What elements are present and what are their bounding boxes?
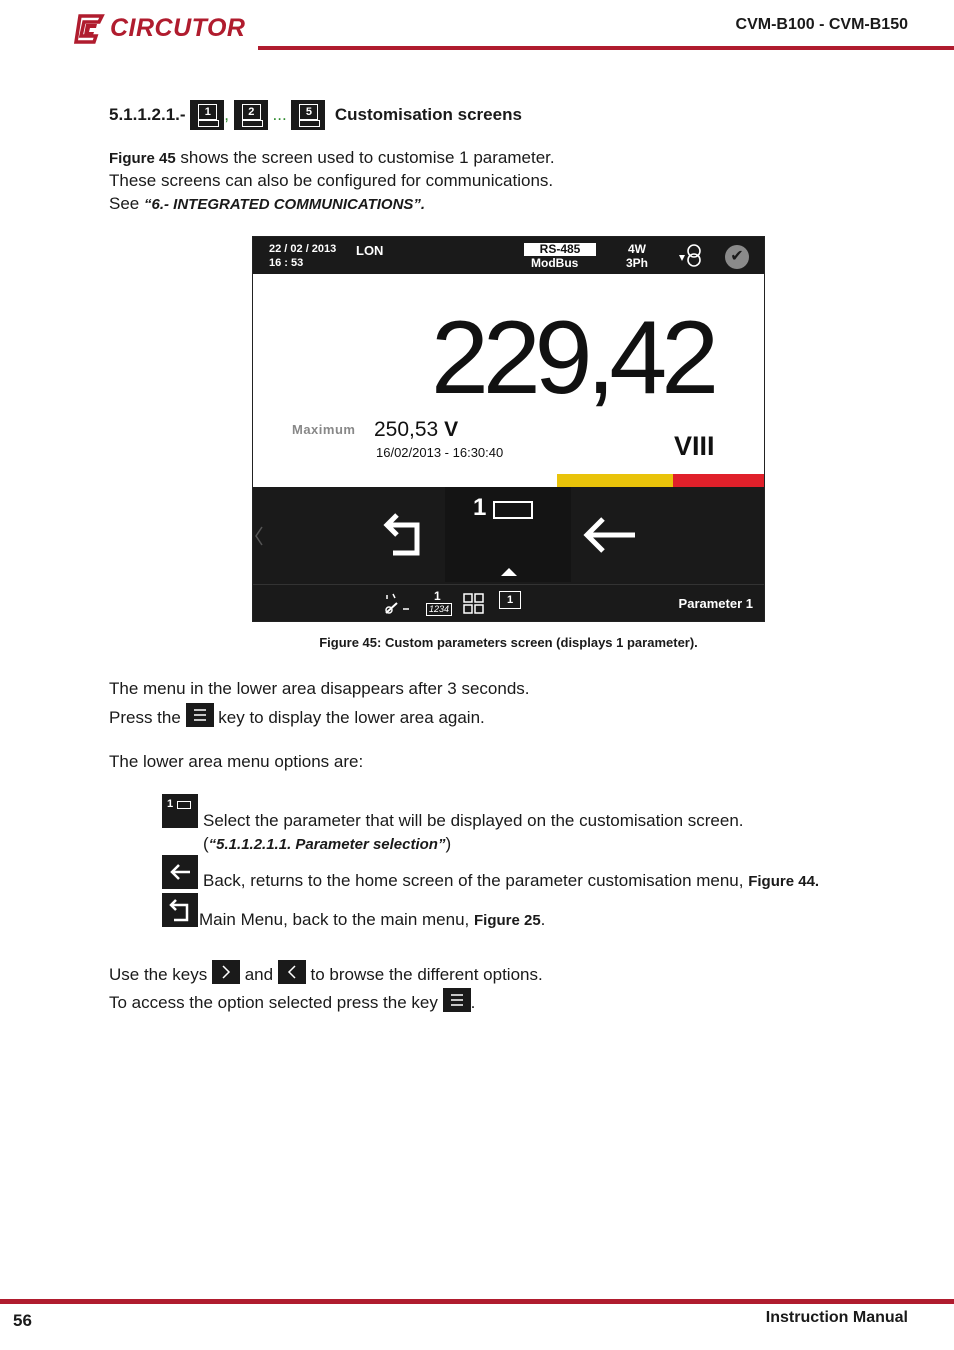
intro-line-1: Figure 45 shows the screen used to customise 1 parameter.: [109, 148, 555, 167]
section-number: 5.1.1.2.1.-: [109, 105, 186, 124]
brand-name: CIRCUTOR: [110, 14, 246, 42]
max-timestamp: 16/02/2013 - 16:30:40: [376, 445, 504, 460]
footer-rule: [0, 1299, 954, 1304]
option-1-ref: (“5.1.1.2.1.1. Parameter selection”): [203, 834, 452, 853]
lower-menu-area: [253, 487, 765, 622]
menu-info-line-3: The lower area menu options are:: [109, 752, 364, 771]
phase-label: VIII: [674, 431, 715, 461]
option-2-text: Back, returns to the home screen of the parameter customisation menu, Figure 44.: [203, 871, 820, 890]
status-bar: [253, 237, 765, 274]
screen-key-2-icon: 2: [234, 100, 268, 130]
browse-line-1: Use the keys and to browse the different options.: [109, 960, 543, 986]
comms-ref: “6.- INTEGRATED COMMUNICATIONS”.: [143, 196, 426, 213]
wire-label: 4W: [628, 242, 646, 256]
level-bar-red: [673, 474, 765, 487]
parameter-count: 1: [473, 494, 487, 521]
header-rule: [258, 46, 954, 50]
model-title: CVM-B100 - CVM-B150: [735, 16, 908, 33]
intro-line-2: These screens can also be configured for communications.: [109, 171, 554, 190]
main-value: 229,42: [431, 300, 714, 416]
phase-config-label: 3Ph: [626, 256, 649, 270]
screen-key-5-icon: 5: [291, 100, 325, 130]
lon-label: LON: [356, 243, 384, 258]
parameter-label: Parameter 1: [678, 596, 753, 611]
menu-info-line-1: The menu in the lower area disappears after 3 seconds.: [109, 679, 530, 698]
modbus-label: ModBus: [531, 256, 579, 270]
max-unit: V: [444, 418, 459, 441]
main-menu-return-icon[interactable]: [381, 509, 431, 559]
back-arrow-icon[interactable]: [583, 515, 637, 555]
circutor-logo: [72, 12, 252, 46]
energy-counter-num: 1: [434, 589, 441, 603]
right-key-icon: [212, 960, 240, 984]
section-title: Customisation screens: [334, 105, 522, 124]
select-parameter-icon: 1: [162, 794, 198, 828]
footer-title: Instruction Manual: [765, 1309, 908, 1326]
level-bar-yellow: [557, 474, 673, 487]
menu-key-icon: [186, 703, 214, 727]
ellipsis: ...: [272, 105, 287, 124]
date: 22 / 02 / 2013: [269, 243, 337, 255]
figure-ref: Figure 45: [109, 150, 176, 167]
left-key-icon: [278, 960, 306, 984]
caret-up-icon: [501, 567, 517, 577]
single-param-icon: [493, 501, 533, 519]
time: 16 : 53: [269, 257, 304, 269]
max-value: 250,53 V: [374, 418, 459, 441]
device-screen: [252, 236, 765, 622]
separator: ,: [224, 105, 230, 124]
screen-key-1-icon: 1: [190, 100, 224, 130]
browse-line-2: To access the option selected press the key .: [109, 988, 475, 1014]
check-icon: ✔: [725, 245, 749, 269]
needle-probe-icon: [383, 591, 411, 617]
menu-key-icon: [443, 988, 471, 1012]
back-arrow-icon: [162, 855, 198, 889]
page-number: 56: [13, 1311, 32, 1330]
menu-info-line-2: Press the key to display the lower area again.: [109, 703, 485, 729]
chevron-left-icon[interactable]: [253, 525, 265, 547]
max-label: Maximum: [292, 422, 356, 437]
intro-line-3: See “6.- INTEGRATED COMMUNICATIONS”.: [109, 194, 426, 213]
rs485-badge: RS-485: [524, 243, 596, 256]
bottom-bar-divider: [253, 584, 765, 585]
grid-view-icon: [463, 593, 485, 615]
option-3-text: Main Menu, back to the main menu, Figure 25.: [199, 910, 546, 929]
energy-counter-icon: 1234: [426, 603, 452, 616]
transformer-icon: [677, 243, 705, 269]
section-heading: [109, 100, 522, 130]
option-1-text: Select the parameter that will be displayed on the customisation screen.: [203, 811, 744, 830]
custom-screen-key-icon: 1: [499, 591, 521, 609]
figure-caption: Figure 45: Custom parameters screen (displays 1 parameter).: [319, 635, 698, 650]
main-menu-icon: [162, 893, 198, 927]
selected-option-highlight[interactable]: [445, 487, 571, 582]
circutor-logo-mark: [72, 12, 106, 46]
